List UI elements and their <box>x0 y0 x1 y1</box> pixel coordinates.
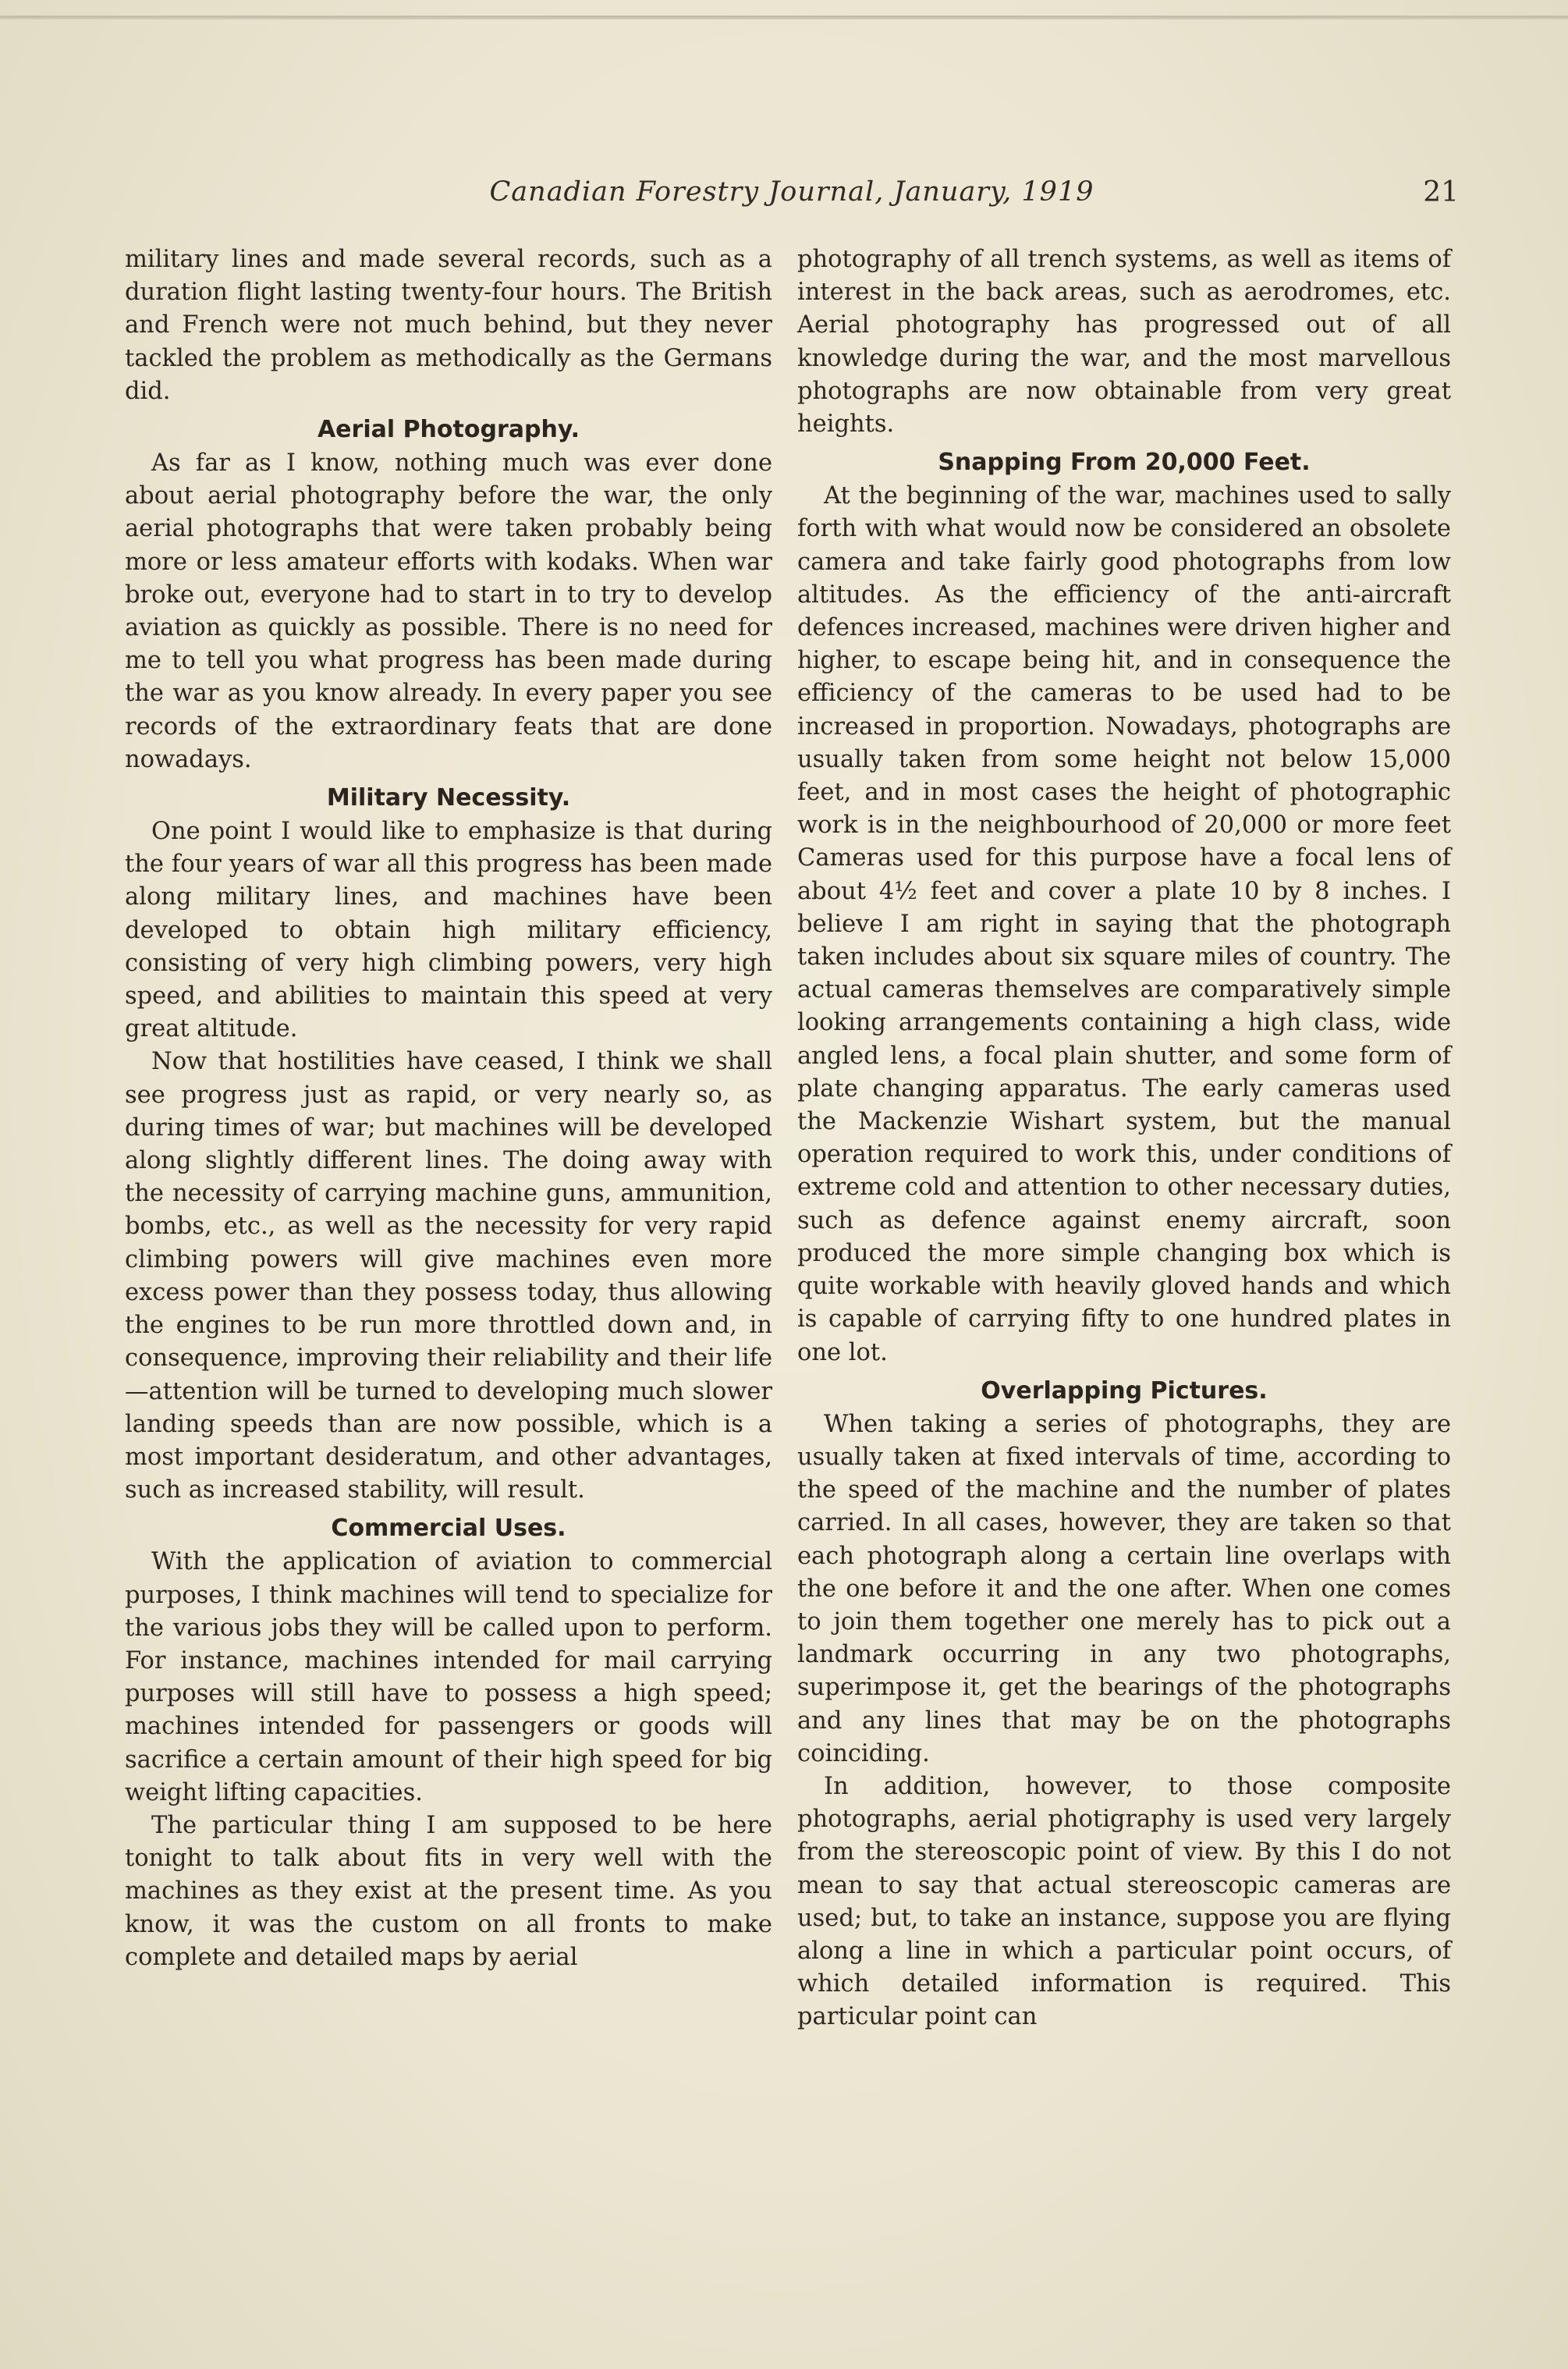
left-intro-paragraph: military lines and made several records, such as a duration flight lasting twenty-four hours. The British and French were not much behind, but they never tackled the problem as methodically as the Germans did. <box>125 246 772 405</box>
paragraph-snapping-1: At the beginning of the war, machines used to sally forth with what would now be considered an obsolete camera and take fairly good photographs from low altitudes. As the efficiency of the anti-aircraft defences increased, machines were driven higher and higher, to escape being hit, and in consequence the efficiency of the cameras to be used had to be increased in proportion. Nowadays, photographs are usually taken from some height not below 15,000 feet, and in most cases the height of photographic work is in the neighbourhood of 20,000 or more feet Cameras used for this purpose have a focal lens of about 4½ feet and cover a plate 10 by 8 inches. I believe I am right in saying that the photograph taken includes about six square miles of country. The actual cameras themselves are comparatively simple looking arrangements containing a high class, wide angled lens, a focal plain shutter, and some form of plate changing apparatus. The early cameras used the Mackenzie Wishart system, but the manual operation required to work this, under conditions of extreme cold and attention to other necessary duties, such as defence against enemy aircraft, soon produced the more simple changing box which is quite workable with heavily gloved hands and which is capable of carrying fifty to one hundred plates in one lot. <box>797 482 1451 1366</box>
heading-aerial-photography: Aerial Photography. <box>317 416 580 444</box>
paragraph-military-necessity-2: Now that hostilities have ceased, I think we shall see progress just as rapid, or very nearly so, as during times of war; but machines will be developed along slightly different lines. The doing away with the necessity of carrying machine guns, ammunition, bombs, etc., as well as the necessity for very rapid climbing powers will give machines even more excess power than they possess today, thus allowing the engines to be run more throttled down and, in consequence, improving their reliability and their life—attention will be turned to developing much slower landing speeds than are now possible, which is a most important desideratum, and other advantages, such as increased stability, will result. <box>125 1048 772 1504</box>
heading-military-necessity: Military Necessity. <box>326 784 571 812</box>
page-number: 21 <box>1423 176 1459 208</box>
heading-snapping-from-20000-feet: Snapping From 20,000 Feet. <box>938 449 1311 477</box>
right-column <box>797 243 1451 2034</box>
heading-commercial-uses: Commercial Uses. <box>331 1515 566 1543</box>
running-header <box>125 176 1459 215</box>
right-intro-paragraph: photography of all trench systems, as well as items of interest in the back areas, such as aerodromes, etc. Aerial photography has progressed out of all knowledge during the war, and the most marvellous photographs are now obtainable from very great heights. <box>797 246 1451 439</box>
left-column <box>125 243 772 1974</box>
journal-title: Canadian Forestry Journal, January, 1919 <box>489 176 1094 208</box>
paragraph-overlapping-1: When taking a series of photographs, they are usually taken at fixed intervals of time, according to the speed of the machine and the number of plates carried. In all cases, however, they are taken so that each photograph along a certain line overlaps with the one before it and the one after. When one comes to join them together one merely has to pick out a landmark occurring in any two photographs, superimpose it, get the bearings of the photographs and any lines that may be on the photographs coinciding. <box>797 1410 1451 1767</box>
heading-overlapping-pictures: Overlapping Pictures. <box>981 1376 1268 1405</box>
paragraph-commercial-uses-2: The particular thing I am supposed to be here tonight to talk about fits in very well with the machines as they exist at the present time. As you know, it was the custom on all fronts to make complete and detailed maps by aerial <box>125 1811 772 1971</box>
paragraph-military-necessity-1: One point I would like to emphasize is that during the four years of war all this progress has been made along military lines, and machines have been developed to obtain high military efficiency, consisting of very high climbing powers, very high speed, and abilities to maintain this speed at very great altitude. <box>125 818 772 1043</box>
paragraph-aerial-photography-1: As far as I know, nothing much was ever done about aerial photography before the war, the only aerial photographs that were taken probably being more or less amateur efforts with kodaks. When war broke out, everyone had to start in to try to develop aviation as quickly as possible. There is no need for me to tell you what progress has been made during the war as you know already. In every paper you see records of the extraordinary feats that are done nowadays. <box>125 449 772 773</box>
paragraph-commercial-uses-1: With the application of aviation to commercial purposes, I think machines will tend to specialize for the various jobs they will be called upon to perform. For instance, machines intended for mail carrying purposes will still have to possess a high speed; machines intended for passengers or goods will sacrifice a certain amount of their high speed for big weight lifting capacities. <box>125 1548 772 1806</box>
page-top-edge <box>0 16 1568 20</box>
paragraph-overlapping-2: In addition, however, to those composite photographs, aerial photigraphy is used very largely from the stereoscopic point of view. By this I do not mean to say that actual stereoscopic cameras are used; but, to take an instance, suppose you are flying along a line in which a particular point occurs, of which detailed information is required. This particular point can <box>797 1772 1451 2031</box>
